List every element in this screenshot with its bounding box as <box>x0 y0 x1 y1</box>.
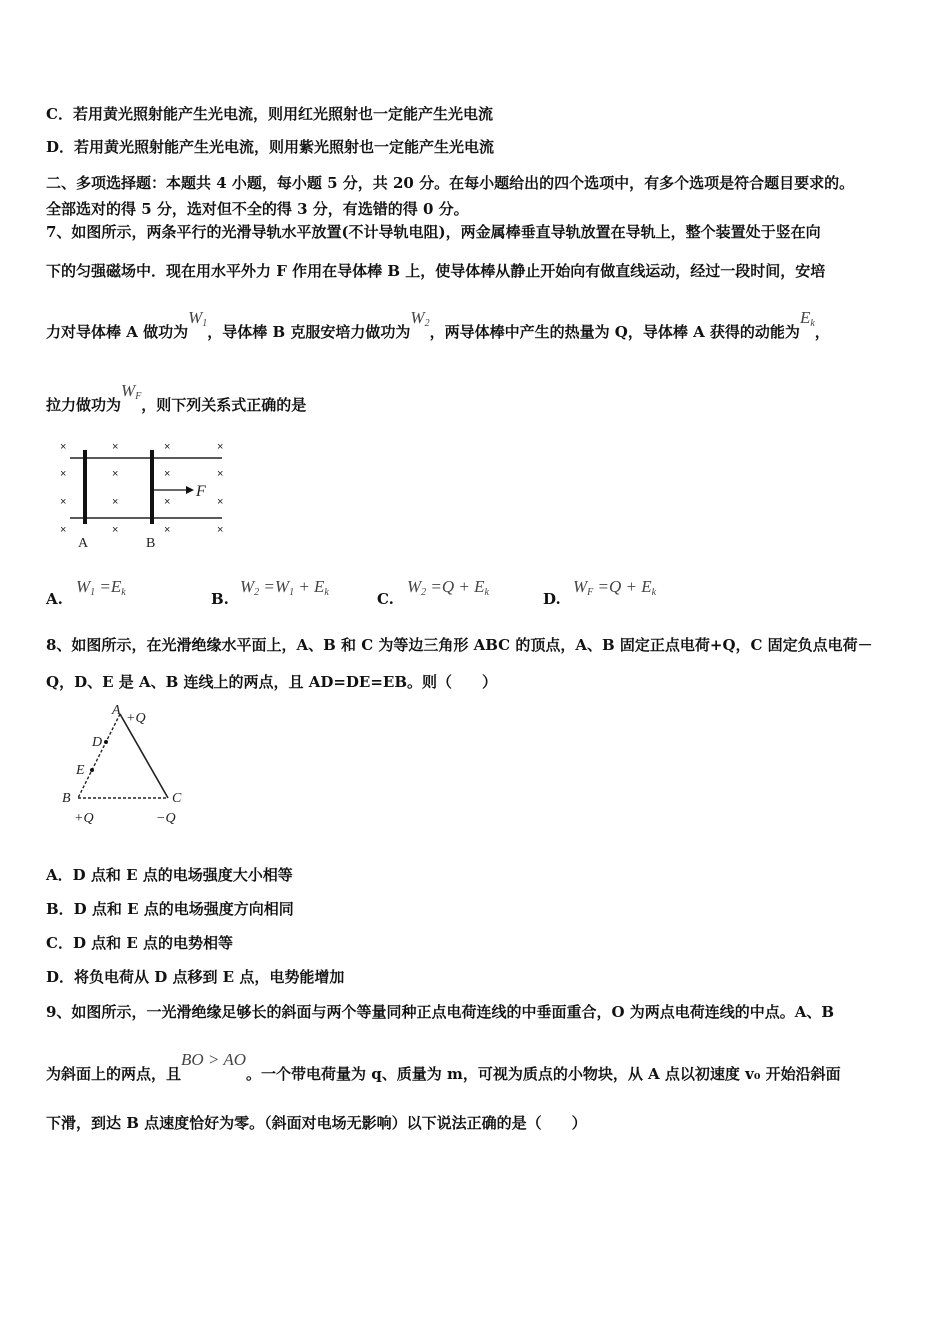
point-d <box>104 740 108 744</box>
triangle-figure <box>56 700 206 830</box>
svg-text:×: × <box>164 468 171 480</box>
svg-text:×: × <box>60 496 67 508</box>
label-b: B <box>146 536 156 551</box>
q8-option-b[interactable]: B．D 点和 E 点的电场强度方向相同 <box>46 900 294 918</box>
q7-text-e: 拉力做功为 <box>46 396 122 414</box>
q9-line2 <box>46 1050 841 1084</box>
q9-line3: 下滑，到达 B 点速度恰好为零。（斜面对电场无影响）以下说法正确的是（ ） <box>46 1114 587 1132</box>
q7-option-b-label[interactable]: B. <box>211 590 229 608</box>
rails-figure <box>52 436 242 554</box>
label-charge-b: +Q <box>74 811 94 826</box>
label-vertex-b: B <box>62 791 71 806</box>
q9-line1: 9、如图所示，一光滑绝缘足够长的斜面与两个等量同种正点电荷连线的中垂面重合，O 为两点电荷连线的中点。A、B <box>46 1003 835 1021</box>
q7-option-b-formula: $W_2 =W_1 + E_k$ <box>240 577 329 598</box>
q7-text-f: ，则下列关系式正确的是 <box>141 396 307 414</box>
section-heading-2: 全部选对的得 5 分，选对但不全的得 3 分，有选错的得 0 分。 <box>46 200 469 218</box>
svg-text:×: × <box>112 441 119 453</box>
q7-option-c-label[interactable]: C. <box>377 590 394 608</box>
svg-text:×: × <box>112 496 119 508</box>
option-d-prev: D．若用黄光照射能产生光电流，则用紫光照射也一定能产生光电流 <box>46 138 495 156</box>
label-a: A <box>78 536 89 551</box>
q9-text-a: 为斜面上的两点，且 <box>46 1065 182 1083</box>
q9-text-b: 。一个带电荷量为 q、质量为 m，可视为质点的小物块，从 A 点以初速度 v₀ 开始沿斜面 <box>246 1065 841 1083</box>
q7-text-c: ，两导体棒中产生的热量为 Q，导体棒 A 获得的动能为 <box>429 323 800 341</box>
wf-symbol: $W_F$ <box>121 381 142 402</box>
svg-text:×: × <box>112 468 119 480</box>
section-heading: 二、多项选择题：本题共 4 小题，每小题 5 分，共 20 分。在每小题给出的四个选项中，有多个选项是符合题目要求的。 <box>46 174 855 192</box>
svg-text:×: × <box>164 524 171 536</box>
q7-option-d-formula: $W_F =Q + E_k$ <box>573 577 657 598</box>
label-charge-a: +Q <box>126 711 146 726</box>
w2-symbol: $W_2$ <box>410 308 430 329</box>
svg-text:×: × <box>112 524 119 536</box>
label-vertex-a: A <box>112 703 121 718</box>
side-ac <box>120 714 168 798</box>
label-vertex-c: C <box>172 791 182 806</box>
svg-text:×: × <box>217 468 224 480</box>
q8-option-a[interactable]: A．D 点和 E 点的电场强度大小相等 <box>46 866 293 884</box>
q7-line3 <box>46 308 830 343</box>
q7-line4 <box>46 381 307 416</box>
q7-option-c-formula: $W_2 =Q + E_k$ <box>407 577 489 598</box>
svg-text:×: × <box>60 441 67 453</box>
q7-option-d-label[interactable]: D. <box>543 590 561 608</box>
svg-text:×: × <box>164 441 171 453</box>
ek-symbol: $E_k$ <box>799 308 815 329</box>
q9-inequality: BO > AO <box>181 1050 247 1069</box>
side-ab <box>78 714 120 798</box>
svg-text:×: × <box>164 496 171 508</box>
q8-line1: 8、如图所示，在光滑绝缘水平面上，A、B 和 C 为等边三角形 ABC 的顶点，A、B 固定正点电荷+Q，C 固定负点电荷－ <box>46 636 873 654</box>
q7-line2: 下的匀强磁场中．现在用水平外力 F 作用在导体棒 B 上，使导体棒从静止开始向有做直线运动，经过一段时间，安培 <box>46 262 826 280</box>
q7-text-a: 力对导体棒 A 做功为 <box>46 323 189 341</box>
q8-line2: Q，D、E 是 A、B 连线上的两点，且 AD=DE=EB。则（ ） <box>46 673 498 691</box>
q7-option-a-label[interactable]: A. <box>46 590 63 608</box>
q7-option-a-formula: $W_1 =E_k$ <box>76 577 126 598</box>
option-c-prev: C．若用黄光照射能产生光电流，则用红光照射也一定能产生光电流 <box>46 105 493 123</box>
svg-text:×: × <box>217 441 224 453</box>
label-charge-c: −Q <box>156 811 176 826</box>
point-e <box>90 768 94 772</box>
q8-option-d[interactable]: D．将负电荷从 D 点移到 E 点，电势能增加 <box>46 968 345 986</box>
label-f: F <box>196 483 206 500</box>
q7-text-d: ， <box>814 323 830 341</box>
w1-symbol: $W_1$ <box>188 308 208 329</box>
svg-text:×: × <box>217 524 224 536</box>
label-point-d: D <box>92 735 103 750</box>
q7-line1: 7、如图所示，两条平行的光滑导轨水平放置(不计导轨电阻)，两金属棒垂直导轨放置在导轨上，整个装置处于竖在向 <box>46 223 821 241</box>
svg-text:×: × <box>60 468 67 480</box>
svg-text:×: × <box>217 496 224 508</box>
force-arrowhead <box>186 486 194 494</box>
svg-text:×: × <box>60 524 67 536</box>
q8-option-c[interactable]: C．D 点和 E 点的电势相等 <box>46 934 234 952</box>
q7-text-b: ，导体棒 B 克服安培力做功为 <box>207 323 411 341</box>
label-point-e: E <box>76 763 85 778</box>
